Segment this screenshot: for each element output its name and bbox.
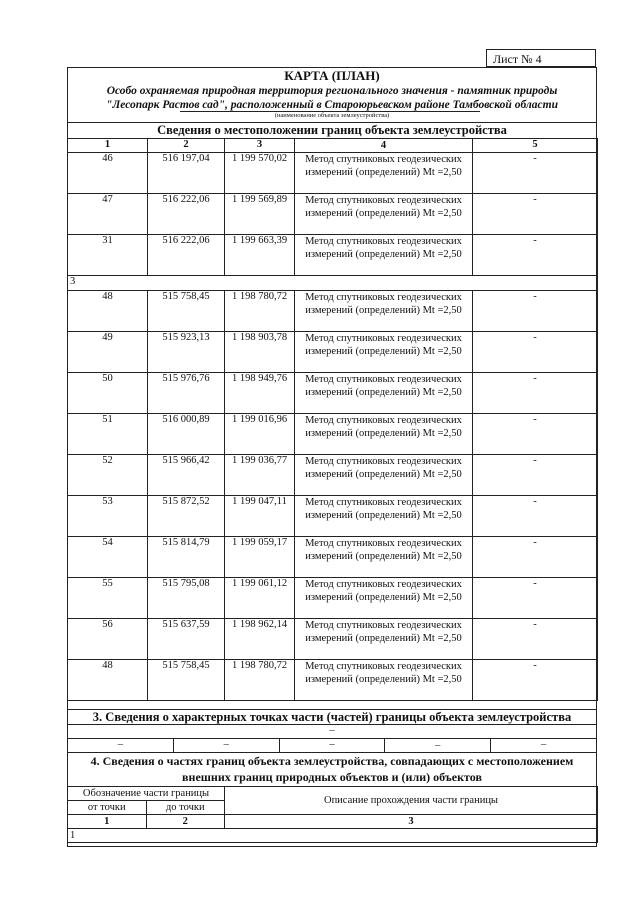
y-coordinate: 1 199 059,17 [225,537,295,578]
x-coordinate: 516 197,04 [148,153,225,194]
point-number: 54 [68,537,148,578]
x-coordinate: 515 872,52 [148,496,225,537]
page-subtitle: Особо охраняемая природная территория регионального значения - памятник природы "Лесопарк Растов сад", расположенный в Староюрьевском районе Тамбовской области [105,85,558,111]
y-coordinate: 1 199 569,89 [225,194,295,235]
table-row [68,578,598,619]
y-coordinate: 1 199 570,02 [225,153,295,194]
parts-table [67,786,598,843]
column-header: Описание прохождения части границы [225,787,598,815]
boundaries-table [67,138,598,701]
point-number: 56 [68,619,148,660]
x-coordinate: 515 758,45 [148,291,225,332]
accuracy-description: - [473,455,598,496]
table-row [68,619,598,660]
x-coordinate: 515 814,79 [148,537,225,578]
column-header: 3 [225,139,295,153]
y-coordinate: 1 199 047,11 [225,496,295,537]
column-number: 2 [146,815,225,829]
x-coordinate: 516 000,89 [148,414,225,455]
section-title-boundaries: Сведения о местоположении границ объекта землеустройства [67,122,597,138]
method-description: Метод спутниковых геодезических измерений (определений) Mt =2,50 [295,578,473,619]
point-number: 50 [68,373,148,414]
table-row [68,235,598,276]
table-cell: – [279,739,385,753]
column-header: от точки [68,801,147,815]
accuracy-description: - [473,235,598,276]
y-coordinate: 1 198 780,72 [225,291,295,332]
table-row [68,455,598,496]
y-coordinate: 1 198 949,76 [225,373,295,414]
table-cell: – [385,739,491,753]
column-header: 5 [473,139,598,153]
accuracy-description: - [473,660,598,701]
column-header: 1 [68,139,148,153]
table-row [68,660,598,701]
column-header: до точки [146,801,225,815]
point-number: 47 [68,194,148,235]
accuracy-description: - [473,619,598,660]
y-coordinate: 1 199 036,77 [225,455,295,496]
section-title-characteristic-points: 3. Сведения о характерных точках части (частей) границы объекта землеустройства [67,709,597,725]
point-number: 51 [68,414,148,455]
method-description: Метод спутниковых геодезических измерений (определений) Mt =2,50 [295,194,473,235]
table-row [68,739,597,753]
point-number: 52 [68,455,148,496]
x-coordinate: 516 222,06 [148,235,225,276]
table-cell: – [68,725,597,739]
accuracy-description: - [473,578,598,619]
contour-row [68,276,598,291]
table-row [68,194,598,235]
point-number: 31 [68,235,148,276]
point-number: 48 [68,660,148,701]
x-coordinate: 515 976,76 [148,373,225,414]
contour-number: 3 [68,276,598,291]
x-coordinate: 515 923,13 [148,332,225,373]
accuracy-description: - [473,153,598,194]
table-row [68,496,598,537]
method-description: Метод спутниковых геодезических измерений (определений) Mt =2,50 [295,235,473,276]
x-coordinate: 515 758,45 [148,660,225,701]
table-row [68,332,598,373]
accuracy-description: - [473,332,598,373]
method-description: Метод спутниковых геодезических измерений (определений) Mt =2,50 [295,537,473,578]
column-header: 2 [148,139,225,153]
table-cell: – [68,739,174,753]
y-coordinate: 1 199 016,96 [225,414,295,455]
accuracy-description: - [473,496,598,537]
accuracy-description: - [473,414,598,455]
section-title-parts: 4. Сведения о частях границ объекта землеустройства, совпадающих с местоположением внешних границ природных объектов и (или) объектов [67,752,597,785]
table-row [68,291,598,332]
y-coordinate: 1 199 061,12 [225,578,295,619]
method-description: Метод спутниковых геодезических измерений (определений) Mt =2,50 [295,153,473,194]
method-description: Метод спутниковых геодезических измерений (определений) Mt =2,50 [295,660,473,701]
table-cell: – [491,739,597,753]
method-description: Метод спутниковых геодезических измерений (определений) Mt =2,50 [295,619,473,660]
x-coordinate: 515 795,08 [148,578,225,619]
accuracy-description: - [473,537,598,578]
method-description: Метод спутниковых геодезических измерений (определений) Mt =2,50 [295,373,473,414]
point-number: 48 [68,291,148,332]
x-coordinate: 516 222,06 [148,194,225,235]
accuracy-description: - [473,373,598,414]
y-coordinate: 1 198 780,72 [225,660,295,701]
point-number: 49 [68,332,148,373]
point-number: 55 [68,578,148,619]
table-row [68,725,597,739]
column-numbers-row [68,139,598,153]
column-header: 4 [295,139,473,153]
point-number: 46 [68,153,148,194]
sheet-number: Лист № 4 [486,49,596,67]
x-coordinate: 515 966,42 [148,455,225,496]
accuracy-description: - [473,194,598,235]
table-row [68,153,598,194]
table-row [68,414,598,455]
page-title: КАРТА (ПЛАН) [284,68,380,83]
point-number: 53 [68,496,148,537]
table-row [68,373,598,414]
characteristic-points-table [67,724,597,753]
column-number: 1 [68,815,147,829]
method-description: Метод спутниковых геодезических измерений (определений) Mt =2,50 [295,332,473,373]
x-coordinate: 515 637,59 [148,619,225,660]
y-coordinate: 1 199 663,39 [225,235,295,276]
y-coordinate: 1 198 903,78 [225,332,295,373]
table-cell: – [173,739,279,753]
column-number: 3 [225,815,598,829]
object-name-note: (наименование объекта землеустройства) [274,112,390,119]
y-coordinate: 1 198 962,14 [225,619,295,660]
method-description: Метод спутниковых геодезических измерений (определений) Mt =2,50 [295,455,473,496]
column-header: Обозначение части границы [68,787,225,801]
method-description: Метод спутниковых геодезических измерений (определений) Mt =2,50 [295,291,473,332]
accuracy-description: - [473,291,598,332]
contour-row: 1 [68,829,598,843]
method-description: Метод спутниковых геодезических измерений (определений) Mt =2,50 [295,496,473,537]
table-row [68,537,598,578]
method-description: Метод спутниковых геодезических измерений (определений) Mt =2,50 [295,414,473,455]
